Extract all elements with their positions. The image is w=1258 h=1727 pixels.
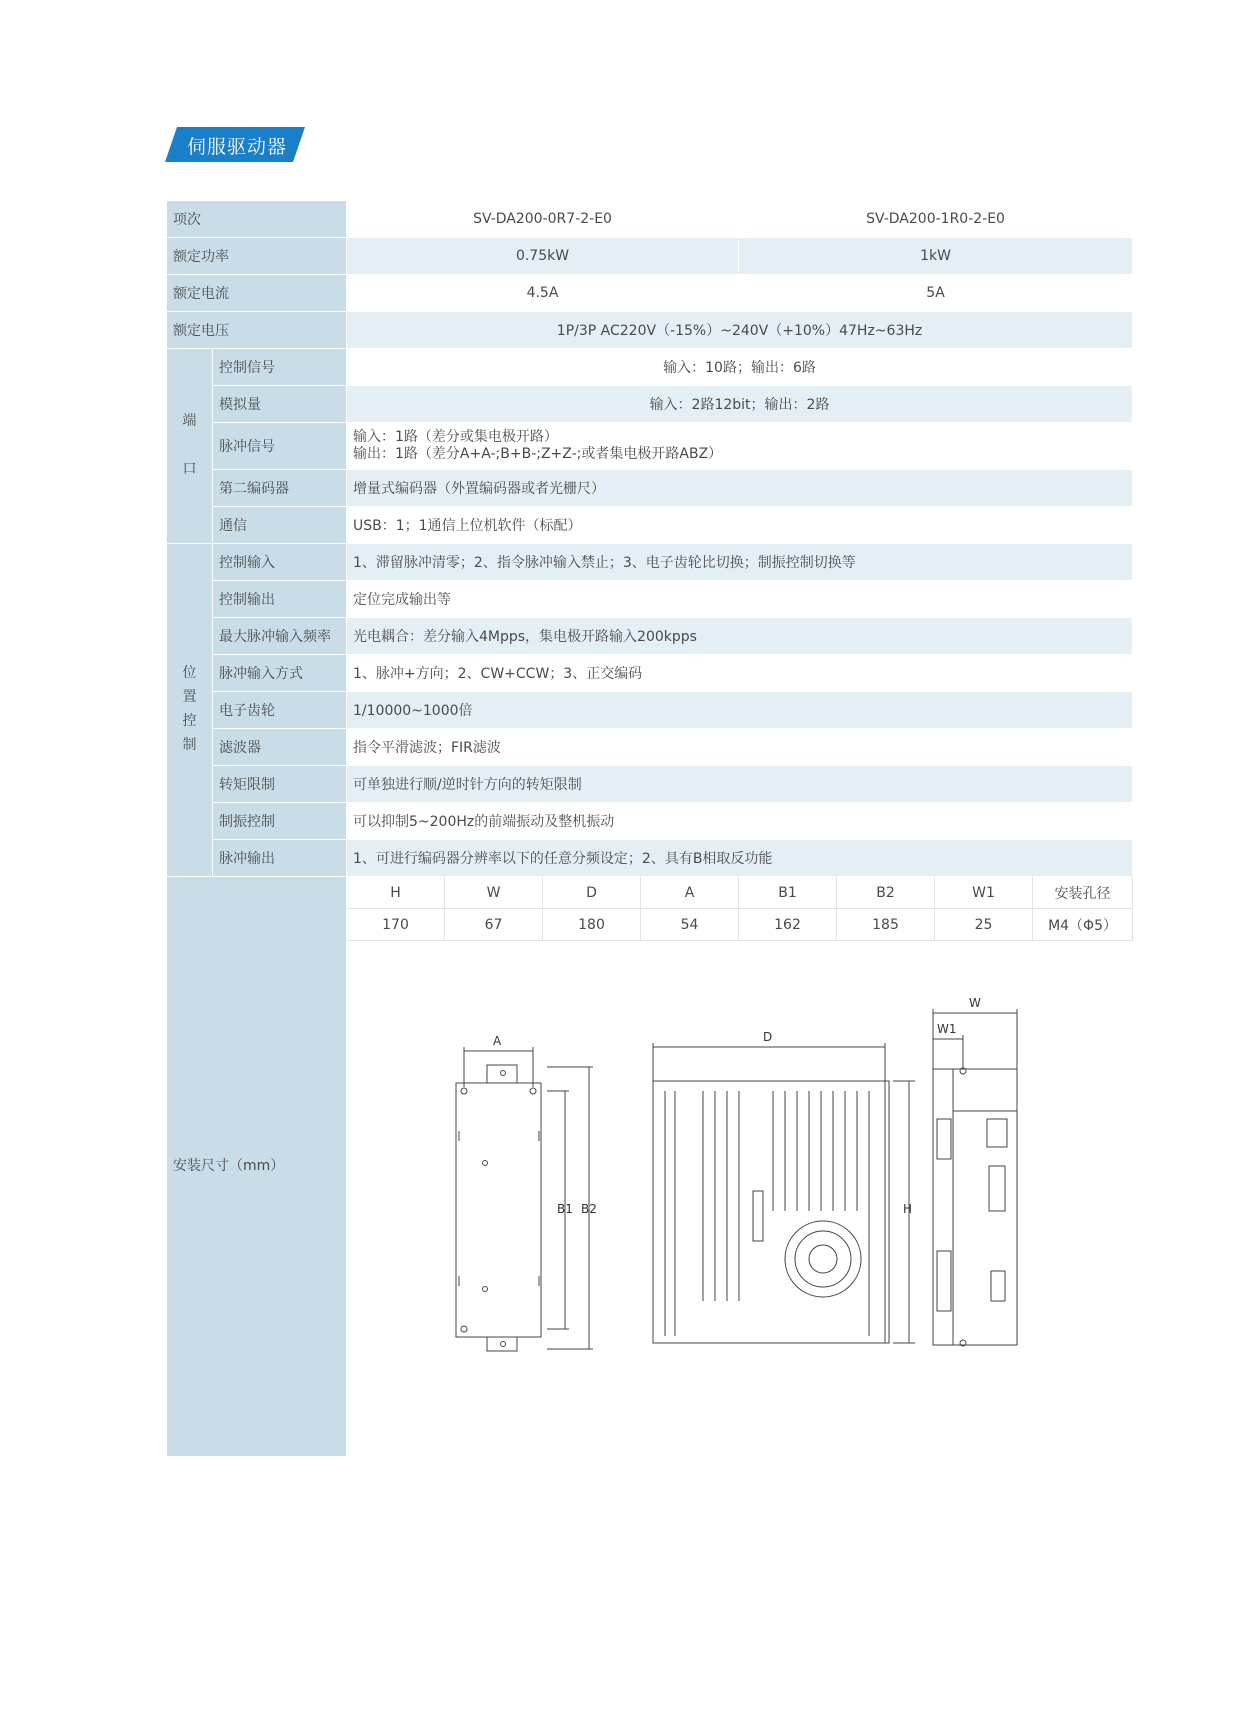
port-row-label: 控制信号 — [213, 349, 347, 386]
drawing-cell — [347, 941, 1133, 1457]
rated-current-value-2: 5A — [739, 275, 1133, 312]
position-group-char-3: 控 — [182, 713, 197, 729]
port-row-label: 脉冲信号 — [213, 423, 347, 470]
table-row-pos-control-output — [167, 581, 1133, 618]
port-row-value: 输入：2路12bit；输出：2路 — [347, 386, 1133, 423]
table-row-rated-power — [167, 238, 1133, 275]
rated-voltage-value: 1P/3P AC220V（-15%）~240V（+10%）47Hz~63Hz — [347, 312, 1133, 349]
rated-current-label: 额定电流 — [167, 275, 347, 312]
table-row-pos-control-input — [167, 544, 1133, 581]
position-group-char-4: 制 — [182, 736, 197, 753]
table-row-port-analog — [167, 386, 1133, 423]
rated-power-value-1: 0.75kW — [347, 238, 739, 275]
position-row-value: 1/10000~1000倍 — [347, 692, 1133, 729]
position-row-label: 脉冲输入方式 — [213, 655, 347, 692]
position-row-value: 可单独进行顺/逆时针方向的转矩限制 — [347, 766, 1133, 803]
model-name-1: SV-DA200-0R7-2-E0 — [347, 201, 739, 238]
dim-value: 170 — [347, 909, 445, 941]
install-size-label: 安装尺寸（mm） — [167, 877, 347, 1457]
model-name-2: SV-DA200-1R0-2-E0 — [739, 201, 1133, 238]
port-row-label: 第二编码器 — [213, 470, 347, 507]
pulse-signal-input: 输入：1路（差分或集电极开路） — [353, 429, 558, 445]
dim-value: M4（Φ5） — [1033, 909, 1133, 941]
port-group-char-1: 端 — [182, 413, 197, 430]
label-d: D — [763, 1030, 773, 1044]
rated-power-label: 额定功率 — [167, 238, 347, 275]
rated-voltage-label: 额定电压 — [167, 312, 347, 349]
label-w: W — [969, 996, 981, 1010]
label-b1: B1 — [557, 1202, 573, 1216]
table-row-pos-gear — [167, 692, 1133, 729]
rated-power-value-2: 1kW — [739, 238, 1133, 275]
dim-header: D — [543, 877, 641, 909]
position-group-char-2: 置 — [182, 689, 197, 706]
rated-current-value-1: 4.5A — [347, 275, 739, 312]
dim-header: B1 — [739, 877, 837, 909]
dim-header: B2 — [837, 877, 935, 909]
dim-value: 25 — [935, 909, 1033, 941]
dim-header: 安装孔径 — [1033, 877, 1133, 909]
position-row-value: 定位完成输出等 — [347, 581, 1133, 618]
section-title: 伺服驱动器 — [187, 136, 288, 158]
position-group-char-1: 位 — [182, 665, 197, 682]
port-row-label: 模拟量 — [213, 386, 347, 423]
pulse-signal-output: 输出：1路（差分A+A-;B+B-;Z+Z-;或者集电极开路ABZ） — [353, 446, 723, 462]
end-view — [933, 1009, 1017, 1346]
table-row-pos-pulse-output — [167, 840, 1133, 877]
dim-value: 67 — [445, 909, 543, 941]
dim-value: 180 — [543, 909, 641, 941]
table-row-port-pulse — [167, 423, 1133, 470]
position-row-value: 1、脉冲+方向；2、CW+CCW；3、正交编码 — [347, 655, 1133, 692]
dim-header: W — [445, 877, 543, 909]
section-title-badge — [165, 127, 305, 162]
table-row-port-encoder — [167, 470, 1133, 507]
label-b2: B2 — [581, 1202, 597, 1216]
position-row-label: 电子齿轮 — [213, 692, 347, 729]
dim-value: 185 — [837, 909, 935, 941]
label-h: H — [903, 1202, 913, 1216]
dimension-drawing — [353, 941, 1126, 1456]
table-row-header — [167, 201, 1133, 238]
port-group-label — [167, 349, 213, 544]
position-group-label — [167, 544, 213, 877]
position-row-label: 控制输入 — [213, 544, 347, 581]
table-row-rated-current — [167, 275, 1133, 312]
position-row-label: 转矩限制 — [213, 766, 347, 803]
port-group-char-2: 口 — [182, 460, 197, 477]
header-label: 项次 — [167, 201, 347, 238]
position-row-label: 滤波器 — [213, 729, 347, 766]
label-w1: W1 — [937, 1022, 957, 1036]
dim-header: W1 — [935, 877, 1033, 909]
table-row-pos-torque — [167, 766, 1133, 803]
table-row-port-control-signal — [167, 349, 1133, 386]
position-row-label: 控制输出 — [213, 581, 347, 618]
dim-value: 54 — [641, 909, 739, 941]
position-row-label: 最大脉冲输入频率 — [213, 618, 347, 655]
drawing-svg — [353, 941, 1133, 1456]
position-row-value: 可以抑制5~200Hz的前端振动及整机振动 — [347, 803, 1133, 840]
position-row-value: 光电耦合：差分输入4Mpps，集电极开路输入200kpps — [347, 618, 1133, 655]
table-row-pos-pulse-mode — [167, 655, 1133, 692]
label-a: A — [493, 1034, 502, 1048]
position-row-label: 脉冲输出 — [213, 840, 347, 877]
dim-header: A — [641, 877, 739, 909]
table-row-pos-max-freq — [167, 618, 1133, 655]
dim-header: H — [347, 877, 445, 909]
position-row-value: 1、可进行编码器分辨率以下的任意分频设定；2、具有B相取反功能 — [347, 840, 1133, 877]
position-row-value: 1、滞留脉冲清零；2、指令脉冲输入禁止；3、电子齿轮比切换；制振控制切换等 — [347, 544, 1133, 581]
port-row-value — [347, 423, 1133, 470]
table-row-pos-filter — [167, 729, 1133, 766]
table-row-port-comm — [167, 507, 1133, 544]
table-row-pos-vibration — [167, 803, 1133, 840]
position-row-value: 指令平滑滤波；FIR滤波 — [347, 729, 1133, 766]
table-row-rated-voltage — [167, 312, 1133, 349]
port-row-value: 增量式编码器（外置编码器或者光栅尺） — [347, 470, 1133, 507]
front-view — [653, 1043, 915, 1343]
side-view — [456, 1047, 593, 1351]
position-row-label: 制振控制 — [213, 803, 347, 840]
port-row-value: USB：1；1通信上位机软件（标配） — [347, 507, 1133, 544]
table-row-dimension-headers — [167, 877, 1133, 909]
port-row-value: 输入：10路；输出：6路 — [347, 349, 1133, 386]
spec-table — [166, 200, 1133, 1457]
port-row-label: 通信 — [213, 507, 347, 544]
dim-value: 162 — [739, 909, 837, 941]
